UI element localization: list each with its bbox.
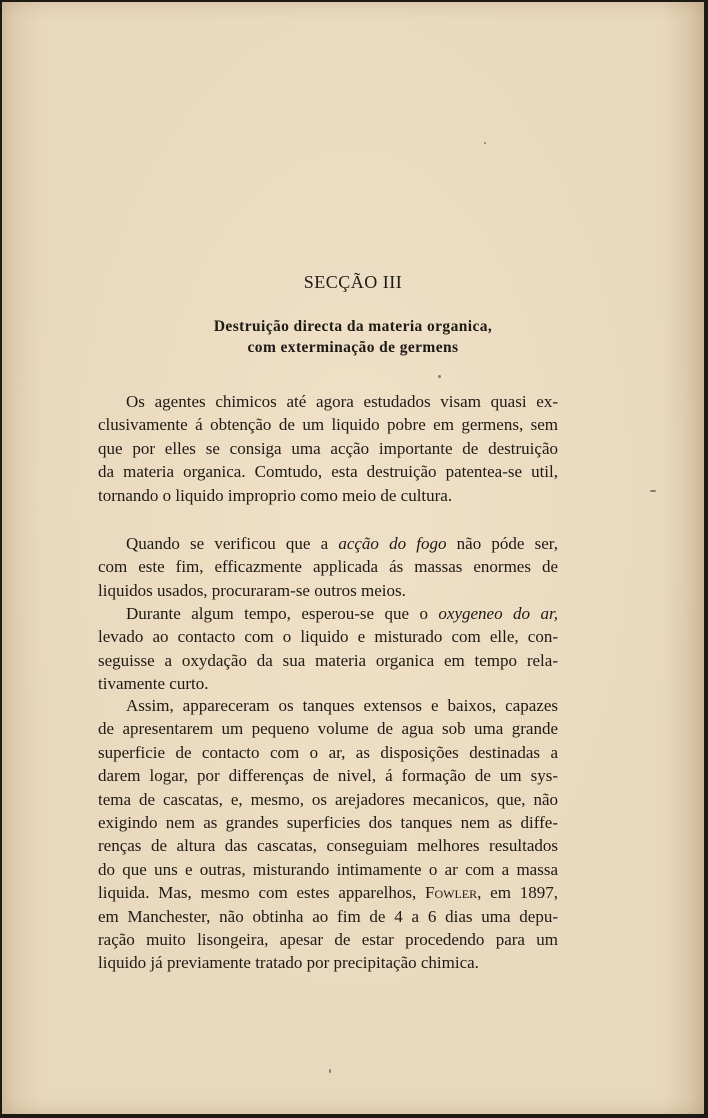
text-run: Durante algum tempo, esperou-se que o bbox=[126, 604, 439, 623]
text-line: ração muito lisongeira, apesar de estar procedendo para um bbox=[98, 930, 558, 950]
text-line: clusivamente á obtenção de um liquido pobre em germens, sem bbox=[98, 415, 558, 435]
italic-phrase: acção do fogo bbox=[338, 534, 447, 553]
text-line: renças de altura das cascatas, conseguiam melhores resultados bbox=[98, 836, 558, 856]
text-line: superficie de contacto com o ar, as disposições destinadas a bbox=[98, 742, 558, 762]
text-run: liquida. Mas, mesmo com estes apparelhos, bbox=[98, 883, 426, 903]
text-run: , em 1897, bbox=[477, 883, 558, 903]
section-subtitle bbox=[2, 316, 704, 358]
subtitle-line-2: com exterminação de germens bbox=[247, 339, 459, 356]
subtitle-line-1: Destruição directa da materia organica, bbox=[213, 318, 493, 335]
text-line bbox=[98, 602, 558, 625]
text-line: exigindo nem as grandes superficies dos tanques nem as diffe- bbox=[98, 813, 558, 833]
paper-speck bbox=[329, 1069, 331, 1073]
paragraph-4 bbox=[98, 694, 558, 975]
section-heading: SECÇÃO III bbox=[303, 272, 403, 292]
text-line: com este fim, efficazmente applicada ás massas enormes de bbox=[98, 557, 558, 577]
text-line bbox=[98, 881, 558, 904]
text-line: tivamente curto. bbox=[98, 674, 209, 694]
text-run: Quando se verificou que a bbox=[126, 534, 339, 553]
text-line: tornando o liquido improprio como meio de cultura. bbox=[98, 485, 453, 505]
text-line: tema de cascatas, e, mesmo, os arejadores mecanicos, que, não bbox=[98, 789, 558, 809]
author-name: Fowler bbox=[425, 883, 478, 903]
text-line: liquido já previamente tratado por precipitação chimica. bbox=[98, 953, 479, 973]
text-line: seguisse a oxydação da sua materia organica em tempo rela- bbox=[98, 650, 558, 670]
text-line: que por elles se consiga uma acção importante de destruição bbox=[98, 438, 558, 458]
text-line: em Manchester, não obtinha ao fim de 4 a 6 dias uma depu- bbox=[98, 906, 558, 926]
text-line: do que uns e outras, misturando intimamente o ar com a massa bbox=[98, 859, 558, 879]
text-line: levado ao contacto com o liquido e misturado com elle, con- bbox=[98, 627, 558, 647]
paper-speck bbox=[484, 142, 486, 144]
text-line bbox=[98, 532, 558, 555]
paragraph-2 bbox=[98, 532, 558, 602]
paragraph-1 bbox=[98, 390, 558, 507]
paper-speck bbox=[650, 490, 656, 492]
paper-speck bbox=[438, 375, 441, 378]
paragraph-3 bbox=[98, 602, 558, 696]
text-line: Os agentes chimicos até agora estudados visam quasi ex- bbox=[126, 392, 558, 411]
text-run: não póde ser, bbox=[446, 534, 558, 553]
book-page bbox=[2, 2, 704, 1114]
text-line: de apresentarem um pequeno volume de agua sob uma grande bbox=[98, 719, 558, 739]
italic-phrase: oxygeneo do ar, bbox=[438, 604, 558, 623]
text-line: da materia organica. Comtudo, esta destruição patentea-se util, bbox=[98, 462, 558, 482]
text-line: darem logar, por differenças de nivel, á formação de um sys- bbox=[98, 766, 558, 786]
text-line: Assim, appareceram os tanques extensos e baixos, capazes bbox=[126, 696, 558, 715]
text-line: liquidos usados, procuraram-se outros meios. bbox=[98, 580, 406, 600]
